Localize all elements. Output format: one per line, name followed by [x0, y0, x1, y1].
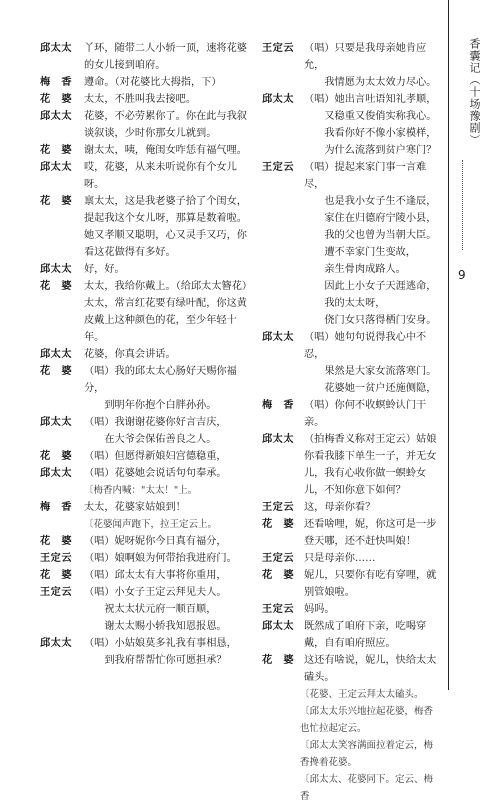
dialogue-entry [40, 142, 255, 159]
dialogue-text: 这，母亲你看？ [304, 502, 376, 513]
dialogue-entry [262, 329, 438, 397]
dialogue-text: 丫环，随带二人小轿一顶，速将花婆的女儿接到咱府。 [84, 43, 247, 71]
dialogue-text: 禀太太，这是我老婆子拾了个闺女，提起我这个女儿呀，那算是数着啦。她又孝顺又聪明，心又灵手又巧，你看这花做得有多好。 [84, 196, 247, 258]
dialogue-text: 妈吗。 [304, 604, 335, 615]
dialogue-entry [40, 363, 255, 414]
stage-direction: 〔花婆闻声跑下，拉王定云上。 [84, 519, 218, 530]
dialogue-text: 太太，我给你戴上。（给邱太太簪花）太太，常言红花要有绿叶配，你这黄皮戴上这种颜色的花，至少年轻十年。 [84, 281, 253, 343]
dialogue-entry [40, 159, 255, 193]
dialogue-entry [40, 193, 255, 261]
speaker-name: 邱太太 [40, 467, 73, 479]
speaker-name: 王定云 [262, 552, 295, 564]
running-title: 香囊记（十场豫剧） [468, 38, 481, 146]
speaker-name: 花 婆 [262, 654, 295, 666]
dialogue-text: 这还有啥说，妮儿，快给太太磕头。 [304, 655, 437, 683]
dialogue-entry [262, 40, 438, 91]
dialogue-text: 只是母亲你…… [304, 553, 376, 564]
dialogue-text: 遵命。（对花婆比大拇指，下） [84, 77, 222, 88]
dialogue-entry [262, 431, 438, 499]
speaker-name: 王定云 [40, 586, 73, 598]
speaker-name: 邱太太 [262, 331, 295, 343]
dialogue-entry [262, 159, 438, 329]
dialogue-text: 既然成了咱府下亲，吃喝穿戴，自有咱府照应。 [304, 621, 427, 649]
speaker-name: 花 婆 [40, 144, 73, 156]
speaker-name: 邱太太 [40, 263, 73, 275]
dialogue-text: （唱）妮呀妮你今日真有福分， [84, 536, 227, 547]
dialogue-text: 花婆，你真会讲话。 [84, 349, 176, 360]
stage-direction: 〔梅香内喊："太太！"上。 [84, 485, 198, 496]
dialogue-text: （唱）娘啊娘为何带抬我进府门。 [84, 553, 237, 564]
dialogue-text: 太太，不胜叫我去接吧。 [84, 94, 197, 105]
dialogue-text: 妮儿，只要你有吃有穿哩，就别管娘啦。 [304, 570, 437, 598]
speaker-name: 花 婆 [40, 280, 73, 292]
speaker-name: 王定云 [262, 42, 295, 54]
speaker-name: 梅 香 [40, 76, 73, 88]
dialogue-entry [262, 397, 438, 431]
dialogue-entry [40, 584, 255, 635]
dialogue-text: 还看啥哩，妮，你这可是一步登天哪，还不赶快叫娘！ [304, 519, 437, 547]
dialogue-text: （唱）她出言吐语知礼孝顺， 又稳重又俊俏实称我心。 我看你好不像小家模样， 为什么流落到贫户寒门？ [304, 94, 437, 156]
dialogue-entry [40, 261, 255, 278]
dialogue-entry [40, 108, 255, 142]
speaker-name: 花 婆 [40, 93, 73, 105]
speaker-name: 邱太太 [262, 93, 295, 105]
speaker-name: 花 婆 [40, 195, 73, 207]
speaker-name: 梅 香 [40, 501, 73, 513]
dialogue-entry [262, 550, 438, 567]
dialogue-entry [40, 40, 255, 74]
dialogue-text: （唱）只要是我母亲她肯应允， 我情愿为太太效力尽心。 [304, 43, 437, 88]
speaker-name: 花 婆 [262, 569, 295, 581]
dialogue-text: （唱）提起来家门事一言难尽， 也是我小女子生不逢辰， 家住在归德府宁陵小县， 我的父也曾为当朝大臣。 遭不幸家门生变故， 亲生骨肉成路人。 因此上小女子天涯逃命， 我的太太呀， 侥门女只落得栖门安身。 [304, 162, 437, 326]
dialogue-entry [40, 567, 255, 584]
dialogue-entry [40, 550, 255, 567]
speaker-name: 花 婆 [40, 535, 73, 547]
dialogue-text: （唱）花婆她会说话句句奉承。 [84, 468, 227, 479]
dialogue-entry [40, 278, 255, 346]
dialogue-entry [262, 618, 438, 652]
dialogue-entry [262, 567, 438, 601]
dialogue-entry [262, 499, 438, 516]
speaker-name: 花 婆 [40, 450, 73, 462]
speaker-name: 花 婆 [262, 518, 295, 530]
dialogue-entry [40, 346, 255, 363]
dialogue-text: （唱）我谢谢花婆你好言吉庆， 在大爷会保佑善良之人。 [84, 417, 227, 445]
speaker-name: 王定云 [262, 161, 295, 173]
dialogue-text: （唱）她句句说得我心中不忍， 果然是大家女流落寒门。 花婆她一贫户还施侧隐， [304, 332, 437, 394]
speaker-name: 王定云 [40, 552, 73, 564]
dialogue-text: 谢太太，咦，俺闺女咋恁有福气哩。 [84, 145, 247, 156]
dialogue-entry [40, 91, 255, 108]
speaker-name: 邱太太 [262, 433, 295, 445]
dialogue-text: 好，好。 [84, 264, 125, 275]
margin-rule [448, 0, 449, 690]
speaker-name: 邱太太 [40, 348, 73, 360]
dialogue-entry [40, 74, 255, 91]
stage-direction: 〔邱太太、花婆同下。定云、梅香 [300, 774, 434, 802]
dialogue-entry [262, 91, 438, 159]
dialogue-text: 哎，花婆，从来未听说你有个女儿呀。 [84, 162, 237, 190]
dialogue-text: 太太，花婆家姑娘到！ [84, 502, 186, 513]
stage-direction: 〔花婆、王定云拜太太磕头。 [300, 689, 424, 700]
margin-dots [462, 160, 465, 250]
speaker-name: 邱太太 [40, 416, 73, 428]
dialogue-text: （唱）我的邱太太心肠好天赐你福分， 到明年你抱个白胖孙孙。 [84, 366, 237, 411]
speaker-name: 花 婆 [40, 365, 73, 377]
dialogue-text: 花婆，不必劳累你了。你在此与我叙谈叙谈，少时你那女儿就到。 [84, 111, 247, 139]
dialogue-text: （唱）你何不收螟蛉认门干亲。 [304, 400, 427, 428]
dialogue-text: （拍梅香义称对王定云）姑娘你看我膝下单生一子，并无女儿，我有心收你做一螟蛉女儿，不知你意下如何？ [304, 434, 437, 496]
dialogue-text: （唱）但愿得新娘妇宫德稳重， [84, 451, 227, 462]
dialogue-entry [40, 465, 255, 482]
dialogue-entry [262, 516, 438, 550]
page-number: 9 [458, 268, 466, 282]
speaker-name: 邱太太 [40, 161, 73, 173]
dialogue-entry [40, 499, 255, 516]
dialogue-text: （唱）小姑娘莫多礼我有事相恳， 到我府帮帮忙你可愿担承？ [84, 638, 237, 666]
left-column [40, 40, 255, 669]
dialogue-entry [40, 533, 255, 550]
speaker-name: 邱太太 [40, 637, 73, 649]
speaker-name: 王定云 [262, 603, 295, 615]
dialogue-entry [262, 601, 438, 618]
speaker-name: 王定云 [262, 501, 295, 513]
stage-direction: 〔邱太太笑容满面拉着定云，梅香搀着花婆。 [300, 740, 434, 768]
dialogue-text: （唱）小女子王定云拜见夫人。 祝太太状元府一顺百顺， 谢太太赐小轿我知恩报恩。 [84, 587, 227, 632]
dialogue-entry [262, 652, 438, 686]
right-column [262, 40, 438, 805]
speaker-name: 邱太太 [40, 42, 73, 54]
dialogue-entry [40, 414, 255, 448]
dialogue-entry [40, 635, 255, 669]
stage-direction: 〔邱太太乐兴地拉起花婆，梅香也忙拉起定云。 [300, 706, 434, 734]
speaker-name: 邱太太 [262, 620, 295, 632]
speaker-name: 梅 香 [262, 399, 295, 411]
dialogue-text: （唱）邱太太有大事将你重用， [84, 570, 227, 581]
dialogue-entry [40, 448, 255, 465]
speaker-name: 邱太太 [40, 110, 73, 122]
speaker-name: 花 婆 [40, 569, 73, 581]
